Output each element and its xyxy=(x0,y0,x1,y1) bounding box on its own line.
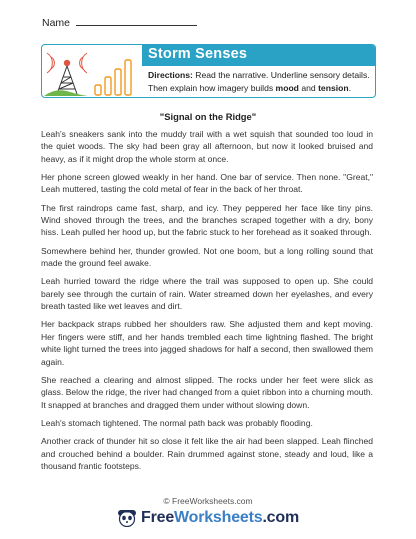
word-and: and xyxy=(301,82,316,93)
brand-worksheets: Worksheets xyxy=(174,509,263,526)
story-paragraph: Her phone screen glowed weakly in her hand. One bar of service. Then none. "Great," Leah muttered, tasting the cold metal of fear in the back of her throat. xyxy=(41,172,373,195)
signal-bars-icon xyxy=(95,60,131,95)
directions-text: Read the narrative. Underline sensory details. Then explain how imagery builds xyxy=(148,70,370,93)
brand-free: Free xyxy=(141,509,175,526)
story-paragraph: Leah's stomach tightened. The normal path back was probably flooding. xyxy=(41,417,313,428)
story-paragraph: Her backpack straps rubbed her shoulders raw. She adjusted them and kept moving. Her fingers were stiff, and her hands trembled each time lightning flashed. The bright white light turned the trees into jagged shadows for half a second, then swallowed them again. xyxy=(41,319,373,367)
story-body xyxy=(41,128,373,478)
footer-link[interactable]: © FreeWorksheets.com xyxy=(163,496,253,506)
footer-brand xyxy=(0,509,416,532)
brand-dotcom: .com xyxy=(262,509,299,526)
directions xyxy=(148,69,373,94)
story-paragraph: Another crack of thunder hit so close it felt like the air had been slapped. Leah flinched and crouched behind a boulder. Rain drummed against stone, steady and loud, like a thousand frantic footsteps. xyxy=(41,436,373,471)
story-paragraph: Leah's sneakers sank into the muddy trail with a wet squish that sounded too loud in the quiet woods. The sky had been gray all afternoon, but now it looked bruised and heavy, as if it might drop the whole storm at once. xyxy=(41,129,373,164)
brand-wordmark xyxy=(141,509,299,527)
name-label: Name xyxy=(42,17,71,29)
name-row xyxy=(42,15,197,29)
story-paragraph: Leah hurried toward the ridge where the trail was supposed to open up. She could barely see through the curtain of rain. Water streamed down her eyelashes, and every breath tasted like wet leaves and dirt. xyxy=(41,276,373,312)
radio-tower-icon xyxy=(44,46,140,96)
story-title: "Signal on the Ridge" xyxy=(159,111,257,122)
story-paragraph: Somewhere behind her, thunder growled. Not one boom, but a long rolling sound that made the ground feel awake. xyxy=(41,245,373,269)
header-box xyxy=(41,44,376,98)
story-paragraph: She reached a clearing and almost slipped. The rocks under her feet were slick as glass. Below the ridge, the river had changed from a quiet ribbon into a churning mouth. It snapped at branches and dragged them under without slowing down. xyxy=(41,374,373,410)
name-field[interactable] xyxy=(76,15,197,26)
directions-period: . xyxy=(348,82,352,93)
directions-label: Directions: xyxy=(148,70,193,80)
page-title: Storm Senses xyxy=(148,46,248,62)
word-mood: mood xyxy=(275,82,299,93)
story-paragraph: The first raindrops came fast, sharp, and icy. They peppered her face like tiny pins. Wind shoved through the trees, and the branches scraped together with a dry, bony hiss. Leah pulled her hood up, but the fabric stuck to her forehead as it soaked through. xyxy=(41,202,373,238)
panda-logo-icon xyxy=(117,509,137,527)
word-tension: tension xyxy=(318,82,349,93)
